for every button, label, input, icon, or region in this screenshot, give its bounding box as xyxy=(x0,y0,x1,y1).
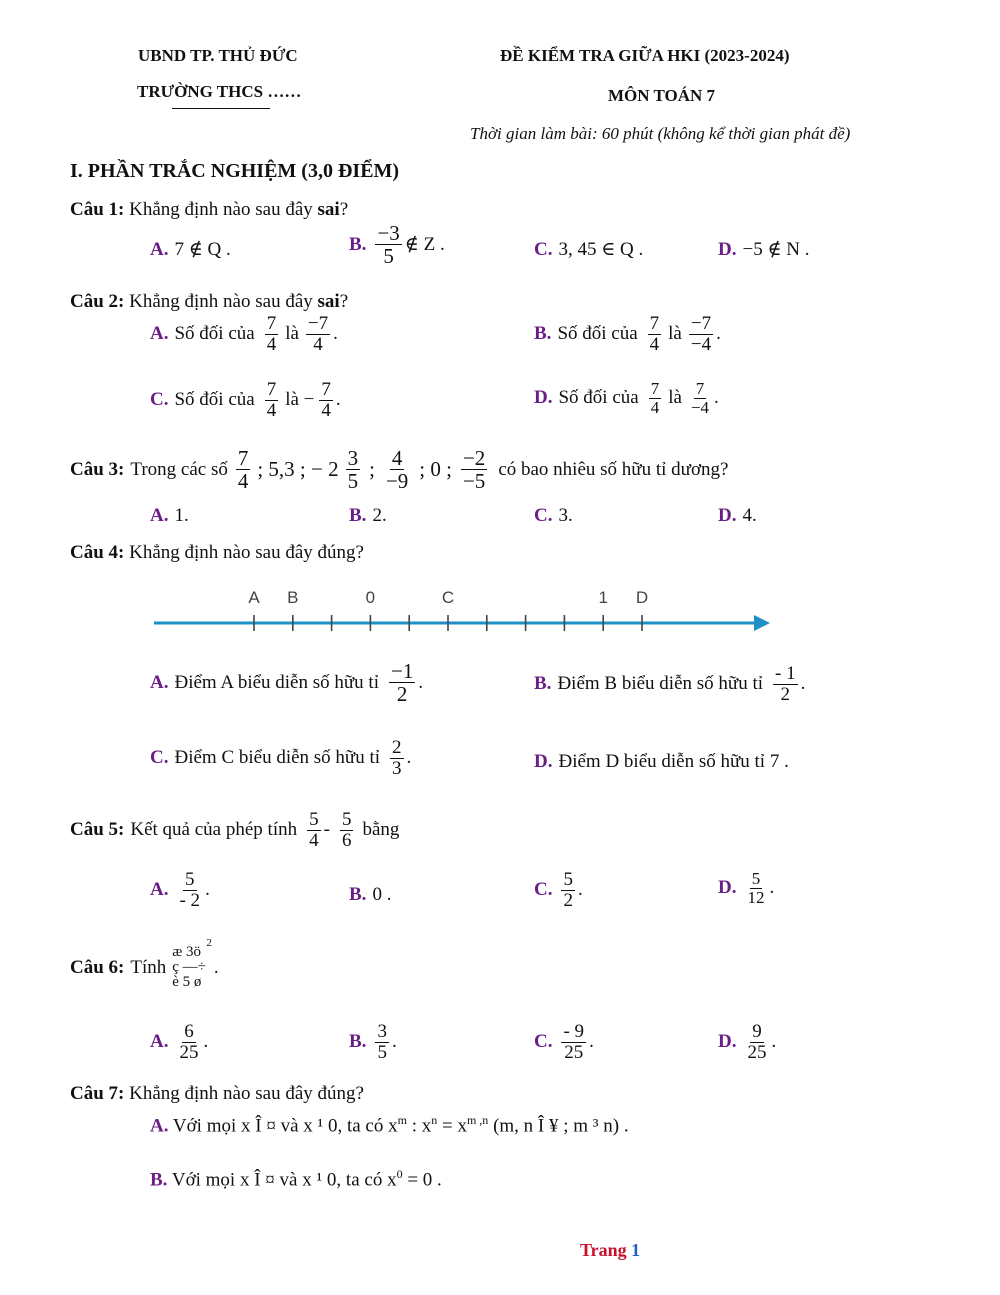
numerator: 6 xyxy=(184,1021,194,1042)
fraction xyxy=(390,738,404,779)
fraction xyxy=(773,664,798,705)
numerator: 7 xyxy=(695,379,705,398)
question-label: Câu 4: xyxy=(70,542,125,563)
q3-option-c[interactable] xyxy=(534,505,573,527)
fraction xyxy=(461,447,487,492)
number-line-label: 1 xyxy=(598,588,608,607)
option-text: 0 . xyxy=(372,884,392,905)
question-1 xyxy=(70,199,348,221)
q3-option-a[interactable] xyxy=(150,505,189,527)
question-text: Kết quả của phép tính xyxy=(130,819,298,841)
fraction xyxy=(689,380,711,417)
fraction xyxy=(265,314,279,355)
question-text: Khẳng định nào sau đây đúng? xyxy=(129,1083,364,1104)
option-label: C. xyxy=(534,238,553,260)
denominator: - 2 xyxy=(179,889,201,911)
question-label: Câu 2: xyxy=(70,291,125,312)
question-6 xyxy=(70,937,219,990)
fraction xyxy=(306,314,330,355)
denominator: 25 xyxy=(179,1041,199,1063)
option-label: C. xyxy=(534,879,553,901)
option-prefix: Điểm B biểu diễn số hữu tỉ xyxy=(557,673,763,695)
number-line-label: C xyxy=(441,588,455,607)
fraction xyxy=(346,447,361,492)
numerator: −2 xyxy=(462,446,486,470)
option-text: 4. xyxy=(742,505,757,526)
footer-label: Trang xyxy=(580,1240,627,1260)
exponent: 2 xyxy=(206,937,212,949)
q6-option-c[interactable] xyxy=(534,1022,594,1063)
q5-option-a[interactable] xyxy=(150,870,210,911)
question-text: có bao nhiêu số hữu tỉ dương? xyxy=(498,458,729,480)
fraction xyxy=(177,870,202,911)
fraction xyxy=(319,380,333,421)
q1-option-b[interactable] xyxy=(349,222,445,267)
q6-option-d[interactable] xyxy=(718,1022,776,1063)
number-line-arrow xyxy=(754,615,770,631)
fraction xyxy=(561,870,575,911)
glyph-row: è 5 ø xyxy=(172,974,202,990)
numerator: 7 xyxy=(237,446,249,470)
denominator: −9 xyxy=(385,469,409,494)
fraction xyxy=(265,380,279,421)
header-left-line2: TRƯỜNG THCS …… xyxy=(137,82,302,101)
q4-option-d[interactable] xyxy=(534,751,789,773)
option-after: . xyxy=(203,1031,209,1053)
denominator: −4 xyxy=(690,397,710,417)
q7-option-a[interactable] xyxy=(150,1113,629,1137)
option-text: 3, 45 ∈ Q . xyxy=(558,239,644,260)
option-after: . xyxy=(716,323,721,345)
q2-option-a[interactable] xyxy=(150,314,338,355)
numerator: 7 xyxy=(649,313,660,334)
fraction xyxy=(384,447,410,492)
fraction xyxy=(389,660,415,705)
page-number: 1 xyxy=(631,1240,641,1260)
denominator: 25 xyxy=(564,1041,584,1063)
option-text: : x xyxy=(406,1115,432,1137)
option-label: D. xyxy=(534,387,553,409)
option-label: A. xyxy=(150,1115,169,1137)
option-label: D. xyxy=(718,505,737,526)
denominator: 3 xyxy=(392,757,402,779)
numerator: 9 xyxy=(752,1021,762,1042)
fraction xyxy=(375,1022,389,1063)
option-text: 1. xyxy=(174,505,189,526)
option-after: . xyxy=(577,879,583,901)
numerator: 3 xyxy=(347,446,359,470)
header-left-line1: UBND TP. THỦ ĐỨC xyxy=(138,46,298,65)
option-label: B. xyxy=(349,233,367,255)
denominator: 4 xyxy=(313,333,323,355)
q7-option-b[interactable] xyxy=(150,1167,442,1191)
option-after: . xyxy=(800,673,806,695)
number-line-label: A xyxy=(248,588,260,607)
question-text: Trong các số xyxy=(130,458,228,480)
question-text: Tính xyxy=(130,956,167,978)
header-right-line2: MÔN TOÁN 7 xyxy=(608,86,716,105)
option-text: = x xyxy=(437,1115,467,1137)
question-4 xyxy=(70,542,364,564)
numerator: - 9 xyxy=(563,1021,585,1042)
numerator: −7 xyxy=(307,313,329,334)
header-divider xyxy=(172,108,270,109)
numerator: −3 xyxy=(377,221,400,245)
option-mid: là xyxy=(285,323,299,345)
superscript: 0 xyxy=(396,1167,403,1181)
option-after: . xyxy=(391,1031,397,1053)
denominator: 2 xyxy=(780,683,791,705)
q1-option-c[interactable] xyxy=(534,238,643,261)
denominator: 2 xyxy=(563,889,573,911)
question-3 xyxy=(70,447,728,492)
option-prefix: Số đối của xyxy=(557,323,638,345)
denominator: −4 xyxy=(690,333,712,355)
option-label: B. xyxy=(534,323,552,345)
option-label: C. xyxy=(150,747,169,769)
separator: ; 0 ; xyxy=(419,457,452,482)
option-label: A. xyxy=(150,1031,169,1053)
q4-option-c[interactable] xyxy=(150,738,411,779)
fraction xyxy=(649,380,662,417)
q5-option-b[interactable] xyxy=(349,884,391,906)
option-label: D. xyxy=(718,238,737,260)
separator: ; xyxy=(369,457,375,482)
fraction xyxy=(375,222,401,267)
q5-option-d[interactable] xyxy=(718,870,774,907)
numerator: 7 xyxy=(650,379,660,398)
number-line-label: D xyxy=(635,588,649,607)
option-after: . xyxy=(769,877,775,899)
numerator: −1 xyxy=(391,659,414,683)
question-text: bằng xyxy=(362,819,400,841)
denominator: 4 xyxy=(649,333,660,355)
option-label: B. xyxy=(349,1031,367,1053)
option-mid: là xyxy=(668,323,682,345)
option-after: . xyxy=(589,1031,594,1053)
denominator: 6 xyxy=(341,829,352,851)
numerator: 5 xyxy=(309,809,319,830)
denominator: 5 xyxy=(377,1041,387,1063)
numerator: 5 xyxy=(563,869,573,890)
option-text: (m, n Î ¥ ; m ³ n) . xyxy=(488,1115,629,1137)
question-label: Câu 3: xyxy=(70,458,125,480)
numerator: 5 xyxy=(751,869,761,888)
option-label: B. xyxy=(150,1169,168,1191)
denominator: 5 xyxy=(347,469,359,494)
superscript: m xyxy=(397,1113,407,1127)
option-after: . xyxy=(714,387,719,409)
fraction xyxy=(745,1022,768,1063)
option-prefix: Điểm C biểu diễn số hữu tỉ xyxy=(174,747,381,769)
glyph-row: ç —÷ xyxy=(172,959,206,975)
option-after: . xyxy=(406,747,412,769)
numerator: 5 xyxy=(185,869,195,890)
fraction xyxy=(307,810,321,851)
option-label: A. xyxy=(150,323,169,345)
question-label: Câu 5: xyxy=(70,819,125,841)
question-label: Câu 6: xyxy=(70,956,125,978)
question-label: Câu 7: xyxy=(70,1083,125,1104)
option-label: B. xyxy=(349,505,367,526)
question-7 xyxy=(70,1083,364,1105)
question-end: ? xyxy=(339,199,349,220)
numerator: 7 xyxy=(321,379,331,400)
fraction xyxy=(236,447,251,492)
question-text: Khẳng định nào sau đây xyxy=(129,291,318,312)
time-note: Thời gian làm bài: 60 phút (không kể thời gian phát đề) xyxy=(470,124,851,143)
question-end: ? xyxy=(339,291,349,312)
option-label: B. xyxy=(534,673,552,695)
denominator: 4 xyxy=(309,829,319,851)
superscript: m ,n xyxy=(466,1113,489,1127)
option-prefix: Số đối của xyxy=(558,387,639,409)
option-text: 2. xyxy=(372,505,387,526)
question-5 xyxy=(70,810,399,851)
denominator: 25 xyxy=(747,1041,767,1063)
option-prefix: Số đối của xyxy=(174,323,255,345)
denominator: 4 xyxy=(237,469,249,494)
numerator: 7 xyxy=(266,379,277,400)
q3-option-b[interactable] xyxy=(349,505,387,527)
numerator: 4 xyxy=(391,446,403,470)
fraction xyxy=(745,870,766,907)
option-label: A. xyxy=(150,671,169,693)
fraction xyxy=(340,810,354,851)
option-label: C. xyxy=(534,505,553,526)
option-prefix: Điểm A biểu diễn số hữu tỉ xyxy=(174,671,379,693)
denominator: 2 xyxy=(396,682,408,707)
q6-option-b[interactable] xyxy=(349,1022,397,1063)
option-label: C. xyxy=(534,1031,553,1053)
option-text: 3. xyxy=(558,505,573,526)
question-text: Khẳng định nào sau đây xyxy=(129,199,318,220)
number-line xyxy=(148,585,788,645)
option-label: A. xyxy=(150,879,169,901)
option-text: ∉ Z . xyxy=(404,234,445,256)
option-after: . xyxy=(418,671,424,693)
glyph-row: æ 3ö xyxy=(172,944,202,960)
q2-option-b[interactable] xyxy=(534,314,721,355)
number-line-label: B xyxy=(287,588,299,607)
q1-option-a[interactable] xyxy=(150,238,231,261)
fraction xyxy=(689,314,713,355)
option-after: . xyxy=(335,389,341,411)
denominator: 12 xyxy=(747,887,765,907)
fraction xyxy=(561,1022,586,1063)
q4-option-b[interactable] xyxy=(534,664,805,705)
option-after: . xyxy=(771,1031,777,1053)
option-after: . xyxy=(205,879,210,901)
operator: - xyxy=(323,819,330,841)
superscript: n xyxy=(431,1113,438,1127)
q3-option-d[interactable] xyxy=(718,505,757,527)
number-line-label: 0 xyxy=(365,588,376,607)
numerator: 2 xyxy=(392,737,402,758)
q1-option-d[interactable] xyxy=(718,238,810,261)
option-label: C. xyxy=(150,389,169,411)
q5-option-c[interactable] xyxy=(534,870,583,911)
q4-option-a[interactable] xyxy=(150,660,423,705)
option-text: Với mọi x Î ¤ và x ¹ 0, ta có x xyxy=(171,1169,397,1191)
denominator: 4 xyxy=(266,333,277,355)
numerator: - 1 xyxy=(775,663,796,684)
numerator: −7 xyxy=(690,313,712,334)
option-prefix: Điểm D biểu diễn số hữu tỉ 7 . xyxy=(558,751,789,772)
option-mid: là xyxy=(668,387,682,409)
fraction xyxy=(177,1022,200,1063)
q2-option-c[interactable] xyxy=(150,380,341,421)
q6-option-a[interactable] xyxy=(150,1022,208,1063)
numerator: 5 xyxy=(341,809,352,830)
question-2 xyxy=(70,291,348,313)
option-mid: là − xyxy=(285,389,315,411)
denominator: 4 xyxy=(266,399,277,421)
option-prefix: Số đối của xyxy=(174,389,255,411)
question-end: . xyxy=(213,956,219,978)
q2-option-d[interactable] xyxy=(534,380,719,417)
question-text: Khẳng định nào sau đây đúng? xyxy=(129,542,364,563)
denominator: 4 xyxy=(321,399,331,421)
denominator: 5 xyxy=(383,244,394,269)
question-emphasis: sai xyxy=(317,199,340,220)
denominator: −5 xyxy=(462,469,486,494)
option-label: D. xyxy=(718,1031,737,1053)
question-emphasis: sai xyxy=(317,291,340,312)
section-title: I. PHẦN TRẮC NGHIỆM (3,0 ĐIỂM) xyxy=(70,160,400,182)
numerator: 3 xyxy=(377,1021,387,1042)
option-label: D. xyxy=(718,877,737,899)
page-footer xyxy=(580,1240,640,1261)
option-label: B. xyxy=(349,884,367,905)
option-label: D. xyxy=(534,751,553,772)
option-text: = 0 . xyxy=(402,1169,442,1191)
power-expression xyxy=(172,937,212,990)
fraction xyxy=(648,314,662,355)
option-label: A. xyxy=(150,505,169,526)
separator: ; 5,3 ; − 2 xyxy=(257,457,339,482)
option-after: . xyxy=(333,323,338,345)
option-text: 7 ∉ Q . xyxy=(174,239,231,260)
question-label: Câu 1: xyxy=(70,199,125,220)
header-right-line1: ĐỀ KIỂM TRA GIỮA HKI (2023-2024) xyxy=(500,46,790,65)
option-text: Với mọi x Î ¤ và x ¹ 0, ta có x xyxy=(172,1115,398,1137)
numerator: 7 xyxy=(266,313,277,334)
denominator: 4 xyxy=(650,397,660,417)
option-text: −5 ∉ N . xyxy=(742,239,810,260)
option-label: A. xyxy=(150,238,169,260)
